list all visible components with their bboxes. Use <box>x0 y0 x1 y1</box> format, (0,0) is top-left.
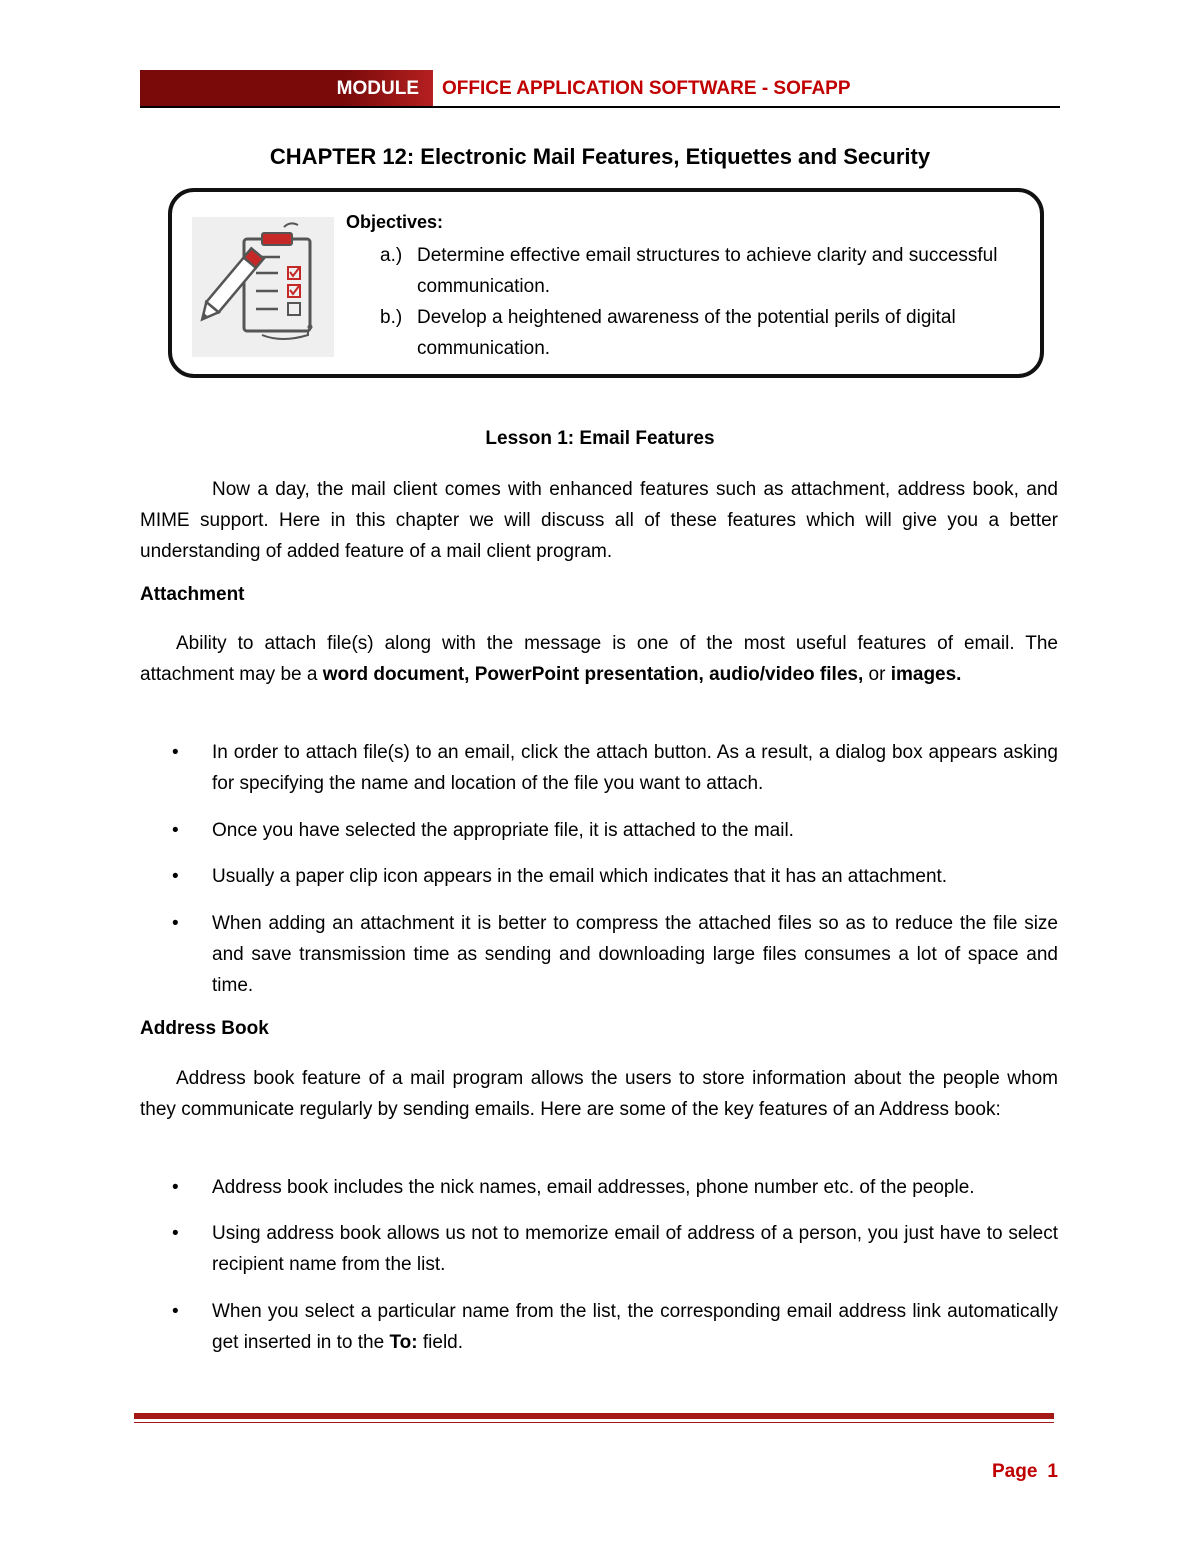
list-item <box>172 861 1058 892</box>
list-item <box>172 908 1058 1001</box>
bullet-icon: • <box>172 866 179 887</box>
list-item-text: When adding an attachment it is better to compress the attached files so as to reduce the file size and save transmission time as sending and downloading large files consumes a lot of space and time. <box>212 913 1058 996</box>
bullet-3-end: field. <box>422 1332 464 1353</box>
chapter-title: CHAPTER 12: Electronic Mail Features, Etiquettes and Security <box>269 144 931 169</box>
list-item-text: Usually a paper clip icon appears in the email which indicates that it has an attachment. <box>212 866 948 887</box>
list-item <box>172 815 1058 846</box>
objective-text: Develop a heightened awareness of the potential perils of digital communication. <box>417 307 956 359</box>
attachment-para-text: Ability to attach file(s) along with the message is one of the most useful features of email. The attachment may be a <box>140 633 1058 685</box>
attachment-heading: Attachment <box>140 584 245 605</box>
attachment-or-text: or <box>868 664 886 685</box>
bullet-icon: • <box>172 820 179 841</box>
address-book-heading: Address Book <box>140 1018 269 1039</box>
objective-label: b.) <box>380 307 403 328</box>
bullet-icon: • <box>172 1301 179 1322</box>
checklist-clipboard-icon <box>192 217 334 357</box>
module-label-block <box>140 70 433 106</box>
list-item-text: Using address book allows us not to memorize email of address of a person, you just have to select recipient name from the list. <box>212 1223 1058 1275</box>
address-book-paragraph: Address book feature of a mail program allows the users to store information about the people whom they communicate regularly by sending emails. Here are some of the key features of an Address book: <box>140 1068 1058 1120</box>
bullet-icon: • <box>172 1177 179 1198</box>
footer-divider-thin <box>134 1422 1054 1423</box>
list-item-text: Once you have selected the appropriate file, it is attached to the mail. <box>212 820 794 841</box>
intro-paragraph: Now a day, the mail client comes with enhanced features such as attachment, address book, and MIME support. Here in this chapter we will discuss all of these features which will give you a better understanding of added feature of a mail client program. <box>140 479 1058 562</box>
bullet-3-text: When you select a particular name from the list, the corresponding email address link automatically get inserted in to the <box>212 1301 1058 1353</box>
list-item <box>172 1296 1058 1358</box>
header-divider <box>140 106 1060 108</box>
page-number-value: 1 <box>1047 1461 1058 1482</box>
objective-item <box>380 302 1010 364</box>
footer-divider <box>134 1413 1054 1419</box>
bullet-icon: • <box>172 1223 179 1244</box>
list-item-text <box>212 1296 1058 1358</box>
course-title: OFFICE APPLICATION SOFTWARE - SOFAPP <box>442 78 851 99</box>
lesson-title: Lesson 1: Email Features <box>485 428 715 449</box>
objective-label: a.) <box>380 245 403 266</box>
list-item-text: Address book includes the nick names, email addresses, phone number etc. of the people. <box>212 1177 975 1198</box>
page-number <box>992 1461 1058 1483</box>
attachment-images-bold: images. <box>890 664 962 685</box>
list-item <box>172 1218 1058 1280</box>
attachment-paragraph <box>140 628 1058 690</box>
list-item-text: In order to attach file(s) to an email, click the attach button. As a result, a dialog box appears asking for specifying the name and location of the file you want to attach. <box>212 742 1058 794</box>
objective-text: Determine effective email structures to achieve clarity and successful communication. <box>417 245 998 297</box>
to-field-bold: To: <box>389 1332 418 1353</box>
list-item <box>172 737 1058 799</box>
page-label: Page <box>992 1461 1038 1482</box>
module-label: MODULE <box>336 78 419 99</box>
objectives-heading: Objectives: <box>346 212 444 232</box>
module-header <box>140 70 1060 108</box>
list-item <box>172 1172 1058 1203</box>
bullet-icon: • <box>172 913 179 934</box>
objective-item <box>380 240 1010 302</box>
bullet-icon: • <box>172 742 179 763</box>
attachment-types-bold: word document, PowerPoint presentation, audio/video files, <box>322 664 864 685</box>
